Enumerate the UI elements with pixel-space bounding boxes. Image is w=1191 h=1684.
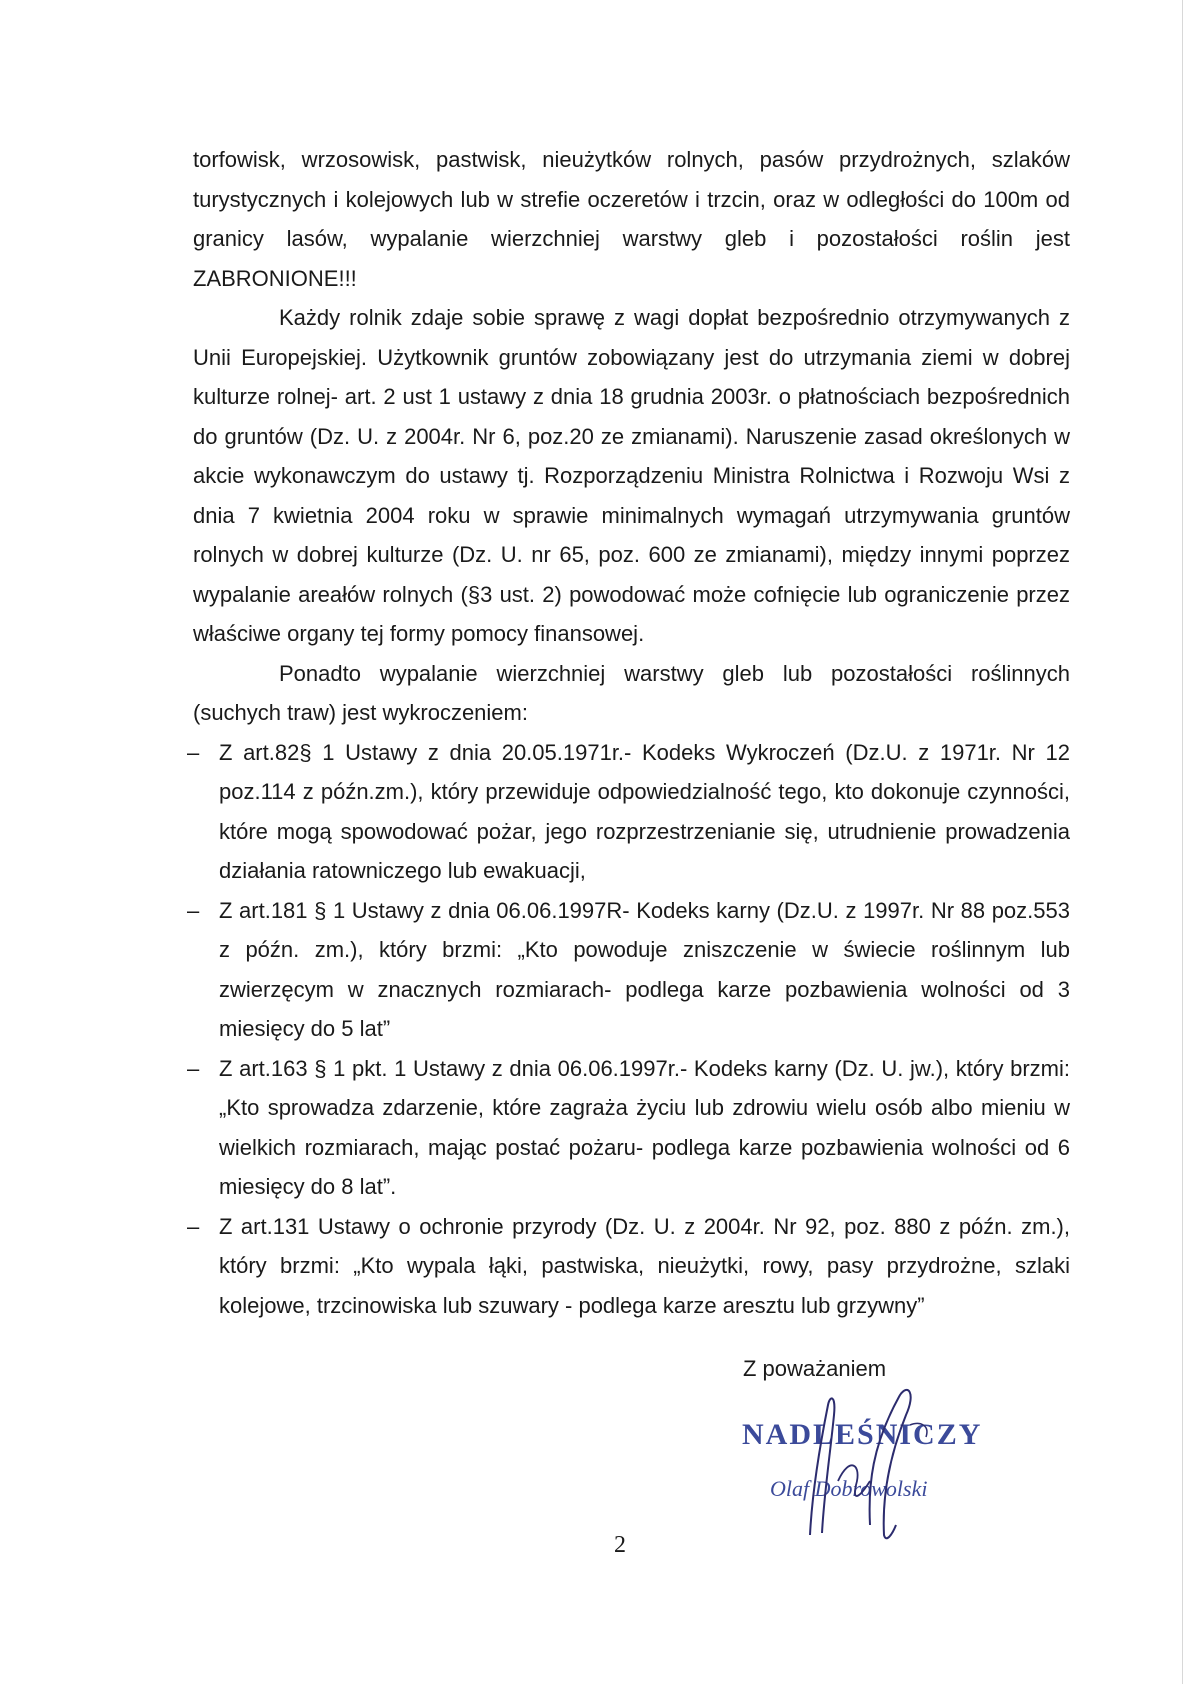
letter-body	[187, 140, 1070, 1325]
stamp-name: Olaf Dobrowolski	[770, 1476, 928, 1501]
list-item	[187, 733, 1070, 891]
paragraph-2: Każdy rolnik zdaje sobie sprawę z wagi dopłat bezpośrednio otrzymywanych z Unii Europejskiej. Użytkownik gruntów zobowiązany jest do utrzymania ziemi w dobrej kulturze rolnej- art. 2 ust 1 ustawy z dnia 18 grudnia 2003r. o płatnościach bezpośrednich do gruntów (Dz. U. z 2004r. Nr 6, poz.20 ze zmianami). Naruszenie zasad określonych w akcie wykonawczym do ustawy tj. Rozporządzeniu Ministra Rolnictwa i Rozwoju Wsi z dnia 7 kwietnia 2004 roku w sprawie minimalnych wymagań utrzymywania gruntów rolnych w dobrej kulturze (Dz. U. nr 65, poz. 600 ze zmianami), między innymi poprzez wypalanie areałów rolnych (§3 ust. 2) powodować może cofnięcie lub ograniczenie przez właściwe organy tej formy pomocy finansowej.	[193, 305, 1070, 646]
dash-marker: –	[187, 897, 200, 923]
list-item-text: Z art.82§ 1 Ustawy z dnia 20.05.1971r.- Kodeks Wykroczeń (Dz.U. z 1971r. Nr 12 poz.114 z późn.zm.), który przewiduje odpowiedzialność tego, kto dokonuje czynności, które mogą spowodować pożar, jego rozprzestrzenianie się, utrudnienie prowadzenia działania ratowniczego lub ewakuacji,	[219, 739, 1070, 883]
list-item-text: Z art.131 Ustawy o ochronie przyrody (Dz. U. z 2004r. Nr 92, poz. 880 z późn. zm.), który brzmi: „Kto wypala łąki, pastwiska, nieużytki, rowy, pasy przydrożne, szlaki kolejowe, trzcinowiska lub szuwary - podlega karze aresztu lub grzywny”	[219, 1213, 1070, 1318]
scan-edge-line	[1182, 0, 1183, 1684]
page-number: 2	[614, 1532, 626, 1558]
legal-provisions-list	[187, 733, 1070, 1326]
list-item-text: Z art.163 § 1 pkt. 1 Ustawy z dnia 06.06.1997r.- Kodeks karny (Dz. U. jw.), który brzmi: „Kto sprowadza zdarzenie, które zagraża życiu lub zdrowiu wielu osób albo mieniu w wielkich rozmiarach, mając postać pożaru- podlega karze pozbawienia wolności od 6 miesięcy do 8 lat”.	[219, 1055, 1070, 1199]
list-item-text: Z art.181 § 1 Ustawy z dnia 06.06.1997R- Kodeks karny (Dz.U. z 1997r. Nr 88 poz.553 z późn. zm.), który brzmi: „Kto powoduje zniszczenie w świecie roślinnym lub zwierzęcym w znacznych rozmiarach- podlega karze pozbawienia wolności od 3 miesięcy do 5 lat”	[219, 897, 1070, 1041]
list-item	[187, 1049, 1070, 1207]
handwritten-signature	[750, 1385, 990, 1545]
list-item	[187, 1207, 1070, 1326]
paragraph-1: torfowisk, wrzosowisk, pastwisk, nieużytków rolnych, pasów przydrożnych, szlaków turystycznych i kolejowych lub w strefie oczeretów i trzcin, oraz w odległości do 100m od granicy lasów, wypalanie wierzchniej warstwy gleb i pozostałości roślin jest ZABRONIONE!!!	[193, 147, 1070, 291]
closing-salutation: Z poważaniem	[743, 1356, 887, 1381]
dash-marker: –	[187, 739, 200, 765]
list-item	[187, 891, 1070, 1049]
stamp-title: NADLEŚNICZY	[742, 1418, 983, 1451]
dash-marker: –	[187, 1213, 200, 1239]
paragraph-3: Ponadto wypalanie wierzchniej warstwy gleb lub pozostałości roślinnych (suchych traw) jest wykroczeniem:	[193, 660, 1070, 725]
dash-marker: –	[187, 1055, 200, 1081]
